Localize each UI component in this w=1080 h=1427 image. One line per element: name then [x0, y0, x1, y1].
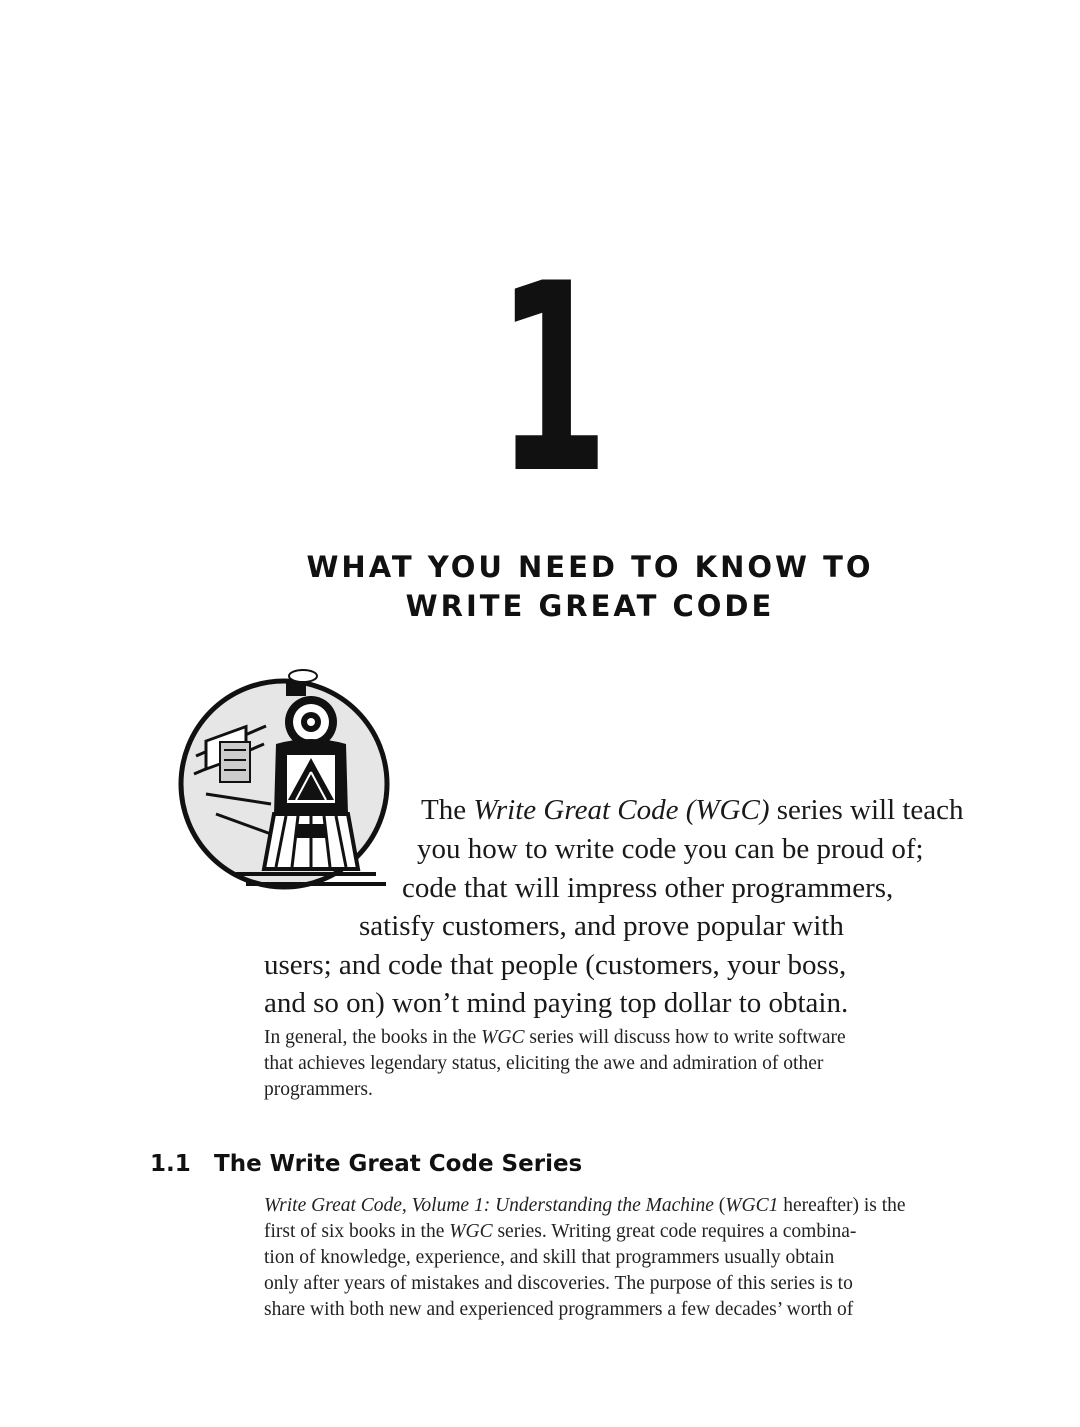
intro-line-1: The Write Great Code (WGC) series will teach [421, 794, 964, 826]
paragraph1-line-2: that achieves legendary status, eliciting the awe and admiration of other [264, 1053, 824, 1074]
chapter-title-line-2: WRITE GREAT CODE [405, 589, 775, 623]
paragraph1-line-1: In general, the books in the WGC series will discuss how to write software [264, 1027, 846, 1048]
section-title: The Write Great Code Series [214, 1151, 583, 1177]
intro-line-6: and so on) won’t mind paying top dollar to obtain. [264, 987, 849, 1019]
paragraph2-line-5: share with both new and experienced programmers a few decades’ worth of [264, 1299, 854, 1320]
intro-line-5: users; and code that people (customers, your boss, [264, 949, 847, 981]
chapter-number: 1 [496, 229, 609, 531]
section-heading [150, 1148, 582, 1180]
paragraph2-line-4: only after years of mistakes and discoveries. The purpose of this series is to [264, 1273, 853, 1294]
paragraph2-line-3: tion of knowledge, experience, and skill that programmers usually obtain [264, 1247, 835, 1268]
paragraph1-line-3: programmers. [264, 1079, 373, 1100]
chapter-title-line-1: WHAT YOU NEED TO KNOW TO [306, 550, 874, 584]
paragraph2-line-2: first of six books in the WGC series. Writing great code requires a combina- [264, 1221, 857, 1242]
intro-line-4: satisfy customers, and prove popular with [359, 910, 844, 942]
locomotive-illustration [176, 664, 392, 896]
intro-line-3: code that will impress other programmers, [402, 872, 894, 904]
paragraph2-line-1: Write Great Code, Volume 1: Understanding the Machine (WGC1 hereafter) is the [264, 1195, 906, 1216]
intro-line-2: you how to write code you can be proud of; [417, 833, 924, 865]
section-number: 1.1 [150, 1151, 191, 1177]
